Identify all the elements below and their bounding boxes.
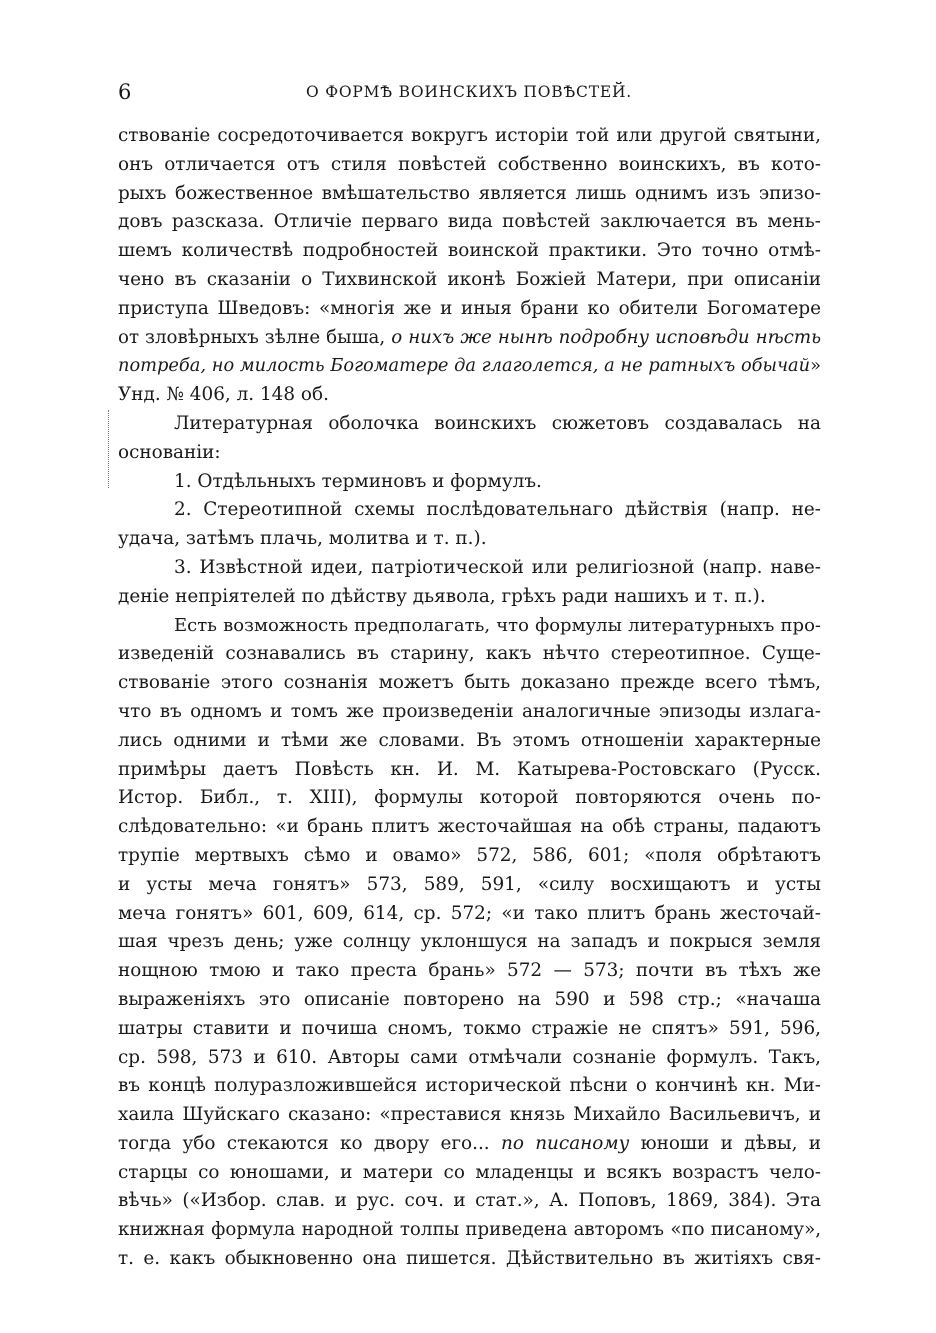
text-line: основаніи:: [118, 441, 221, 463]
text-line: слѣдовательно: «и брань плитъ жесточайшая на обѣ страны, падаютъ: [118, 816, 821, 838]
text-line: въ концѣ полуразложившейся исторической пѣсни о кончинѣ кн. Ми-: [118, 1075, 821, 1097]
text-run: юноши и дѣвы, и: [629, 1132, 821, 1154]
list-item-1: 1. Отдѣльныхъ терминовъ и формулъ.: [174, 470, 542, 492]
text-line: изведеній сознавались въ старину, какъ нѣчто стереотипное. Суще-: [118, 643, 821, 665]
text-line: книжная формула народной толпы приведена авторомъ «по писаному»,: [118, 1219, 821, 1241]
text-run: тогда убо стекаются ко двору его...: [118, 1132, 501, 1154]
text-line: трупіе мертвыхъ сѣмо и овамо» 572, 586, 601; «поля обрѣтаютъ: [118, 844, 821, 866]
text-line: ствованіе этого сознанія можетъ быть доказано прежде всего тѣмъ,: [118, 672, 821, 694]
text-line: приступа Шведовъ: «многія же и иныя брани ко обители Богоматере: [118, 297, 821, 319]
text-line: шатры ставити и почиша сномъ, токмо стражіе не спятъ» 591, 596,: [118, 1017, 821, 1039]
text-line: выраженіяхъ это описаніе повторено на 590 и 598 стр.; «начаша: [118, 988, 821, 1010]
text-line: нощною тмою и тако преста брань» 572 — 573; почти въ тѣхъ же: [118, 960, 821, 982]
text-line: удача, затѣмъ плачь, молитва и т. п.).: [118, 528, 487, 550]
margin-pencil-mark: [108, 410, 109, 488]
page-number: 6: [118, 80, 132, 104]
text-line: [118, 324, 821, 353]
text-line: Истор. Библ., т. XIII), формулы которой повторяются очень по-: [118, 787, 821, 809]
text-line: меча гонятъ» 601, 609, 614, ср. 572; «и тако плитъ брань жесточай-: [118, 902, 821, 924]
text-line: Унд. № 406, л. 148 об.: [118, 384, 329, 406]
text-line: рыхъ божественное вмѣшательство является лишь однимъ изъ эпизо-: [118, 182, 821, 204]
text-line: хаила Шуйскаго сказано: «преставися князь Михайло Васильевичъ, и: [118, 1104, 821, 1126]
paragraph-first-line: Литературная оболочка воинскихъ сюжетовъ создавалась на: [174, 412, 821, 434]
text-line: ср. 598, 573 и 610. Авторы сами отмѣчали сознаніе формулъ. Такъ,: [118, 1046, 821, 1068]
text-line: довъ разсказа. Отличіе перваго вида повѣстей заключается въ мень-: [118, 211, 821, 233]
text-line: т. е. какъ обыкновенно она пишется. Дѣйствительно въ житіяхъ свя-: [118, 1248, 821, 1270]
text-line: примѣры даетъ Повѣсть кн. И. М. Катырева-Ростовскаго (Русск.: [118, 758, 821, 780]
paragraph-first-line: Есть возможность предполагать, что формулы литературныхъ про-: [174, 614, 821, 636]
text-line: лись одними и тѣми же словами. Въ этомъ отношеніи характерные: [118, 729, 821, 751]
text-line: вѣчь» («Избор. слав. и рус. соч. и стат.», А. Поповъ, 1869, 384). Эта: [118, 1190, 821, 1212]
list-item-3: 3. Извѣстной идеи, патріотической или религіозной (напр. наве-: [174, 556, 821, 578]
text-line: что въ одномъ и томъ же произведеніи аналогичные эпизоды излага-: [118, 700, 821, 722]
page-header: [118, 80, 820, 110]
text-run: от зловѣрныхъ зѣлне быша,: [118, 326, 392, 348]
italic-text-run: по писаному: [500, 1132, 630, 1154]
text-line: деніе непріятелей по дѣйству дьявола, грѣхъ ради нашихъ и т. п.).: [118, 585, 766, 607]
text-line: старцы со юношами, и матери со младенцы и всякъ возрастъ чело-: [118, 1161, 821, 1183]
text-line: и усты меча гонятъ» 573, 589, 591, «силу восхищаютъ и усты: [118, 873, 821, 895]
italic-text-run: о нихъ же нынѣ подробну исповѣди нѣсть: [391, 326, 821, 348]
italic-text-run: потреба, но милость Богоматере да глаголется, а не ратныхъ обычай: [118, 355, 811, 377]
text-run: »: [810, 355, 821, 377]
text-line: чено въ сказаніи о Тихвинской иконѣ Божіей Матери, при описаніи: [118, 268, 821, 290]
list-item-2: 2. Стереотипной схемы послѣдовательнаго дѣйствія (напр. не-: [174, 499, 821, 521]
running-title: О ФОРМѢ ВОИНСКИХЪ ПОВѢСТЕЙ.: [306, 83, 632, 101]
text-line: шая чрезъ день; уже солнцу уклоншуся на западъ и покрыся земля: [118, 931, 821, 953]
text-line: шемъ количествѣ подробностей воинской практики. Это точно отмѣ-: [118, 240, 821, 262]
text-line: ствованіе сосредоточивается вокругъ исторіи той или другой святыни,: [118, 125, 821, 146]
text-line: [118, 352, 821, 381]
body-text: [118, 122, 821, 1274]
text-line: онъ отличается отъ стиля повѣстей собственно воинскихъ, въ кото-: [118, 153, 821, 175]
text-line: [118, 1130, 821, 1159]
